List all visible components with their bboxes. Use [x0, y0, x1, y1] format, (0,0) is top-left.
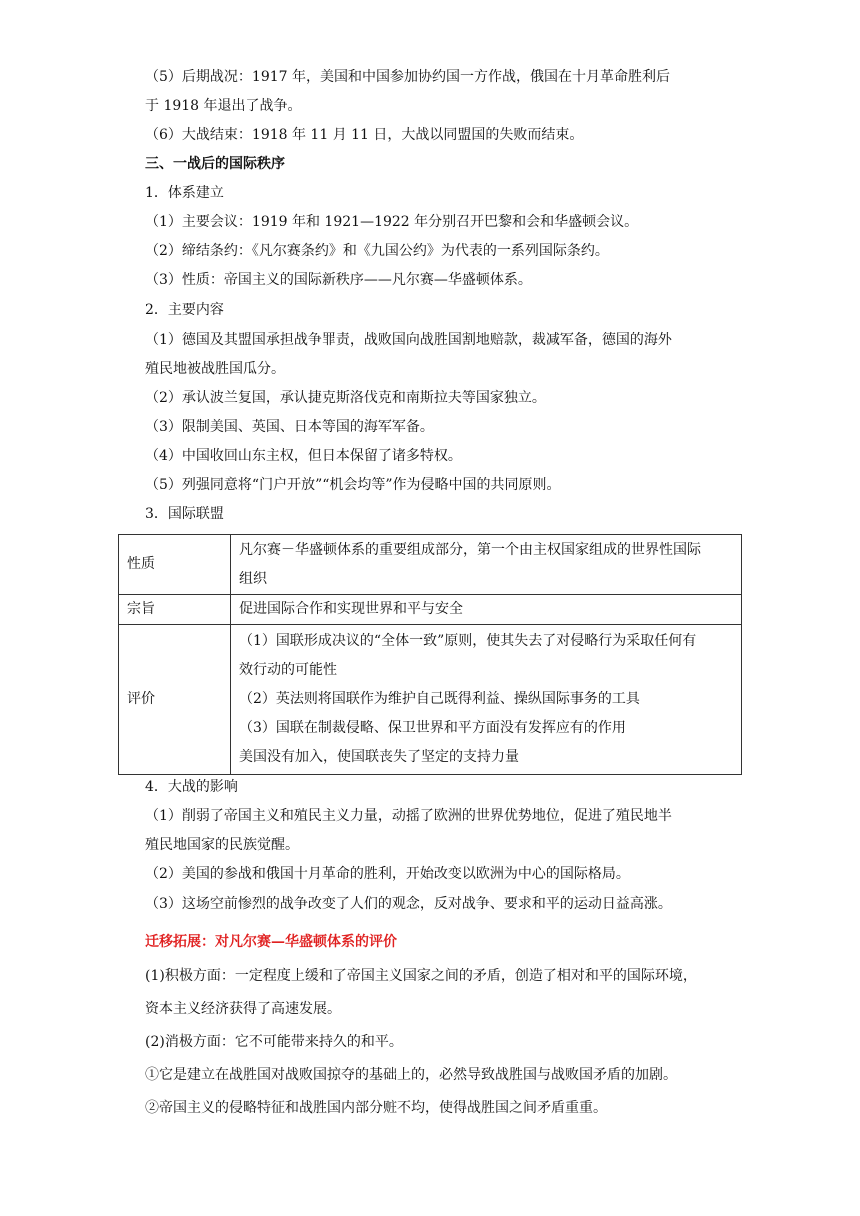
table-key-cell: 性质: [119, 535, 231, 595]
paragraph-line: (1)积极方面：一定程度上缓和了帝国主义国家之间的矛盾，创造了相对和平的国际环境，: [145, 968, 697, 984]
subsection-heading: 2．主要内容: [145, 302, 224, 318]
paragraph-line: （1）主要会议：1919 年和 1921—1922 年分别召开巴黎和会和华盛顿会议。: [145, 214, 639, 230]
table-row: [119, 625, 742, 775]
paragraph-line: (2)消极方面：它不可能带来持久的和平。: [145, 1034, 403, 1050]
paragraph-line: （3）限制美国、英国、日本等国的海军军备。: [145, 419, 434, 435]
table-row: [119, 595, 742, 625]
table-value-cell: （1）国联形成决议的“全体一致”原则，使其失去了对侵略行为采取任何有 效行动的可能性 （2）英法则将国联作为维护自己既得利益、操纵国际事务的工具 （3）国联在制裁侵略、保卫世界和平方面没有发挥应有的作用 美国没有加入，使国联丧失了坚定的支持力量: [231, 625, 742, 775]
paragraph-line: 殖民地被战胜国瓜分。: [145, 361, 285, 377]
paragraph-line: （5）后期战况：1917 年，美国和中国参加协约国一方作战，俄国在十月革命胜利后: [145, 69, 670, 85]
paragraph-line: （1）德国及其盟国承担战争罪责，战败国向战胜国割地赔款，裁减军备，德国的海外: [145, 332, 672, 348]
paragraph-line: （2）缔结条约：《凡尔赛条约》和《九国公约》为代表的一系列国际条约。: [145, 243, 609, 259]
paragraph-line: 于 1918 年退出了战争。: [145, 98, 302, 114]
table-value-cell: 凡尔赛－华盛顿体系的重要组成部分，第一个由主权国家组成的世界性国际 组织: [231, 535, 742, 595]
subsection-heading: 3．国际联盟: [145, 506, 224, 522]
paragraph-line: ②帝国主义的侵略特征和战胜国内部分赃不均，使得战胜国之间矛盾重重。: [145, 1100, 607, 1116]
subsection-heading: 4．大战的影响: [145, 779, 238, 795]
paragraph-line: （6）大战结束：1918 年 11 月 11 日，大战以同盟国的失败而结束。: [145, 127, 584, 143]
table-key-cell: 评价: [119, 625, 231, 775]
paragraph-line: （2）承认波兰复国，承认捷克斯洛伐克和南斯拉夫等国家独立。: [145, 390, 546, 406]
table-value-cell: 促进国际合作和实现世界和平与安全: [231, 595, 742, 625]
paragraph-line: 资本主义经济获得了高速发展。: [145, 1001, 341, 1017]
section-heading: 三、一战后的国际秩序: [145, 156, 285, 172]
paragraph-line: （3）性质：帝国主义的国际新秩序——凡尔赛—华盛顿体系。: [145, 272, 532, 288]
paragraph-line: 殖民地国家的民族觉醒。: [145, 837, 299, 853]
paragraph-line: （1）削弱了帝国主义和殖民主义力量，动摇了欧洲的世界优势地位，促进了殖民地半: [145, 808, 672, 824]
paragraph-line: （3）这场空前惨烈的战争改变了人们的观念，反对战争、要求和平的运动日益高涨。: [145, 896, 672, 912]
paragraph-line: ①它是建立在战胜国对战败国掠夺的基础上的，必然导致战胜国与战败国矛盾的加剧。: [145, 1067, 677, 1083]
table-row: [119, 535, 742, 595]
extension-heading: 迁移拓展：对凡尔赛—华盛顿体系的评价: [145, 934, 397, 950]
league-of-nations-table: [118, 534, 742, 775]
paragraph-line: （5）列强同意将“门户开放”“机会均等”作为侵略中国的共同原则。: [145, 477, 561, 493]
subsection-heading: 1．体系建立: [145, 185, 224, 201]
paragraph-line: （2）美国的参战和俄国十月革命的胜利，开始改变以欧洲为中心的国际格局。: [145, 866, 630, 882]
table-key-cell: 宗旨: [119, 595, 231, 625]
paragraph-line: （4）中国收回山东主权，但日本保留了诸多特权。: [145, 448, 462, 464]
